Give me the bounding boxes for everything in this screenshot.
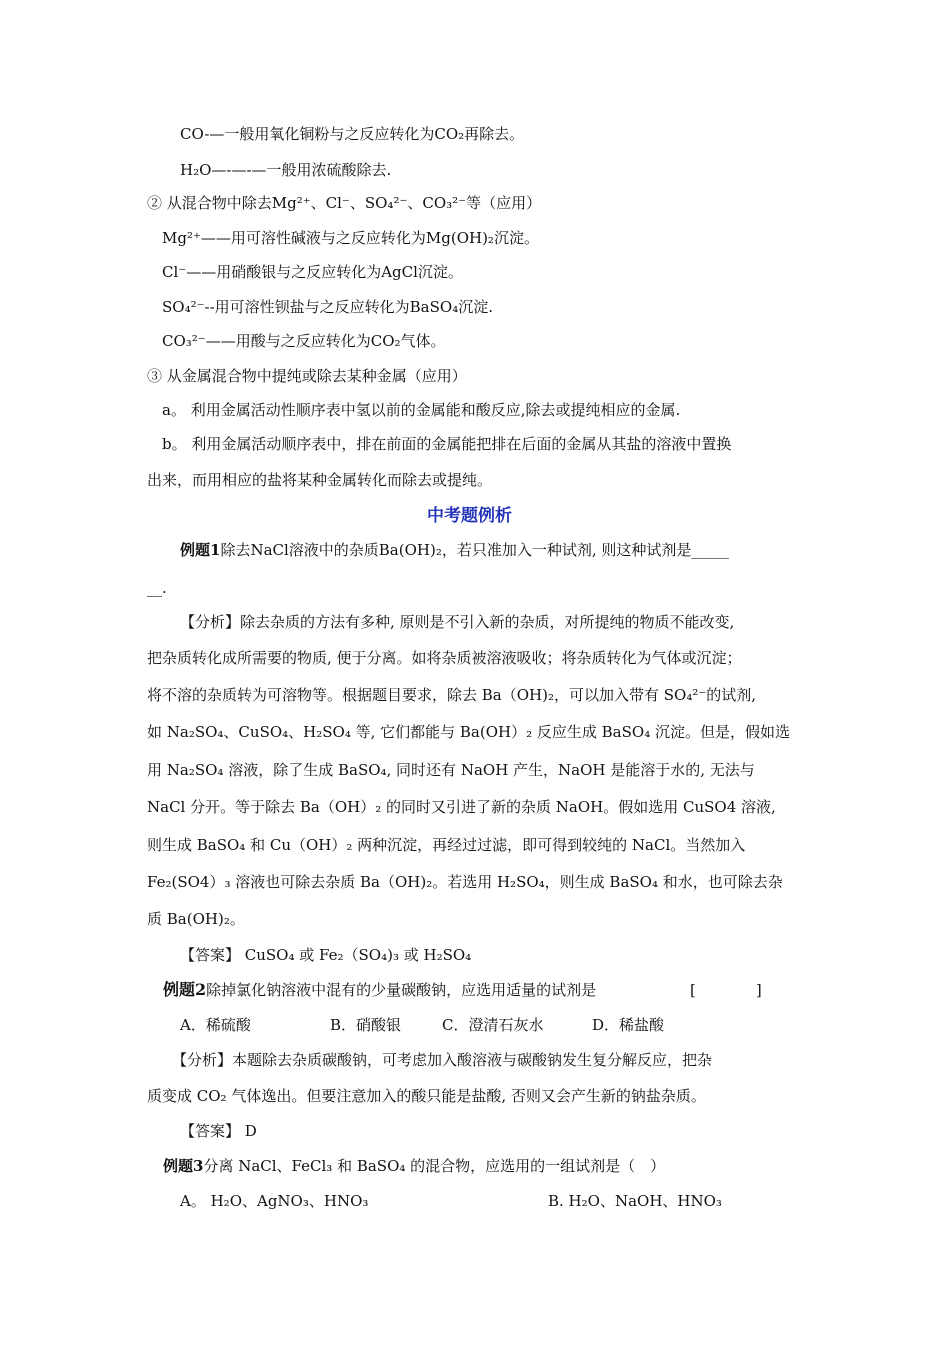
option-a: A．稀硫酸 bbox=[180, 1016, 251, 1034]
text-line: Cl⁻——用硝酸银与之反应转化为AgCl沉淀。 bbox=[162, 263, 463, 281]
example-label: 例题2 bbox=[163, 980, 207, 999]
analysis-line: 将不溶的杂质转为可溶物等。根据题目要求，除去 Ba（OH)₂，可以加入带有 SO₄²⁻的试剂, bbox=[147, 686, 757, 704]
analysis-line: 【分析】除去杂质的方法有多种, 原则是不引入新的杂质，对所提纯的物质不能改变, bbox=[180, 613, 735, 631]
example-text: 分离 NaCl、FeCl₃ 和 BaSO₄ 的混合物，应选用的一组试剂是（ ） bbox=[203, 1157, 666, 1175]
text-line: a。 利用金属活动性顺序表中氢以前的金属能和酸反应,除去或提纯相应的金属. bbox=[162, 401, 681, 419]
option-b: B．硝酸银 bbox=[330, 1016, 402, 1034]
text-line: SO₄²⁻--用可溶性钡盐与之反应转化为BaSO₄沉淀. bbox=[162, 298, 493, 316]
answer-2: 【答案】 D bbox=[180, 1122, 257, 1140]
answer-bracket: [ ] bbox=[690, 981, 762, 999]
example-text: 除去NaCl溶液中的杂质Ba(OH)₂，若只准加入一种试剂, 则这种试剂是_____ bbox=[220, 541, 729, 559]
text-line: H₂O—-—-—一般用浓硫酸除去. bbox=[180, 161, 392, 179]
text-line: b。 利用金属活动顺序表中，排在前面的金属能把排在后面的金属从其盐的溶液中置换 bbox=[162, 435, 732, 453]
text-line: ③ 从金属混合物中提纯或除去某种金属（应用） bbox=[147, 367, 467, 385]
option-d: D．稀盐酸 bbox=[592, 1016, 665, 1034]
analysis-line: Fe₂(SO4）₃ 溶液也可除去杂质 Ba（OH)₂。若选用 H₂SO₄，则生成 BaSO₄ 和水，也可除去杂 bbox=[147, 873, 783, 891]
analysis-line: 把杂质转化成所需要的物质, 便于分离。如将杂质被溶液吸收；将杂质转化为气体或沉淀； bbox=[147, 649, 742, 667]
example-1-cont: __. bbox=[147, 579, 167, 597]
option-b: B. H₂O、NaOH、HNO₃ bbox=[548, 1192, 722, 1210]
analysis-line: 则生成 BaSO₄ 和 Cu（OH）₂ 两种沉淀，再经过过滤，即可得到较纯的 NaCl。当然加入 bbox=[147, 836, 746, 854]
analysis-line: 如 Na₂SO₄、CuSO₄、H₂SO₄ 等, 它们都能与 Ba(OH）₂ 反应生成 BaSO₄ 沉淀。但是，假如选 bbox=[147, 723, 790, 741]
analysis-line: 【分析】本题除去杂质碳酸钠，可考虑加入酸溶液与碳酸钠发生复分解反应，把杂 bbox=[172, 1051, 713, 1069]
example-text: 除掉氯化钠溶液中混有的少量碳酸钠，应选用适量的试剂是 bbox=[206, 981, 597, 999]
option-c: C．澄清石灰水 bbox=[442, 1016, 544, 1034]
analysis-line: 用 Na₂SO₄ 溶液，除了生成 BaSO₄, 同时还有 NaOH 产生，NaOH 是能溶于水的, 无法与 bbox=[147, 761, 755, 779]
section-title: 中考题例析 bbox=[427, 506, 512, 526]
analysis-line: 质 Ba(OH)₂。 bbox=[147, 910, 245, 928]
example-label: 例题1 bbox=[180, 541, 221, 559]
example-2 bbox=[163, 980, 596, 1000]
example-3 bbox=[163, 1156, 665, 1176]
text-line: CO₃²⁻——用酸与之反应转化为CO₂气体。 bbox=[162, 332, 446, 350]
answer-1: 【答案】 CuSO₄ 或 Fe₂（SO₄)₃ 或 H₂SO₄ bbox=[180, 946, 472, 964]
example-label: 例题3 bbox=[163, 1157, 204, 1175]
analysis-line: NaCl 分开。等于除去 Ba（OH）₂ 的同时又引进了新的杂质 NaOH。假如选用 CuSO4 溶液, bbox=[147, 798, 776, 816]
text-line: Mg²⁺——用可溶性碱液与之反应转化为Mg(OH)₂沉淀。 bbox=[162, 229, 539, 247]
text-line: ② 从混合物中除去Mg²⁺、Cl⁻、SO₄²⁻、CO₃²⁻等（应用） bbox=[147, 194, 542, 212]
example-1 bbox=[180, 540, 729, 560]
analysis-line: 质变成 CO₂ 气体逸出。但要注意加入的酸只能是盐酸, 否则又会产生新的钠盐杂质。 bbox=[147, 1087, 706, 1105]
text-line: 出来，而用相应的盐将某种金属转化而除去或提纯。 bbox=[147, 471, 493, 489]
text-line: CO-—一般用氧化铜粉与之反应转化为CO₂再除去。 bbox=[180, 125, 525, 143]
option-a: A。 H₂O、AgNO₃、HNO₃ bbox=[180, 1192, 369, 1210]
